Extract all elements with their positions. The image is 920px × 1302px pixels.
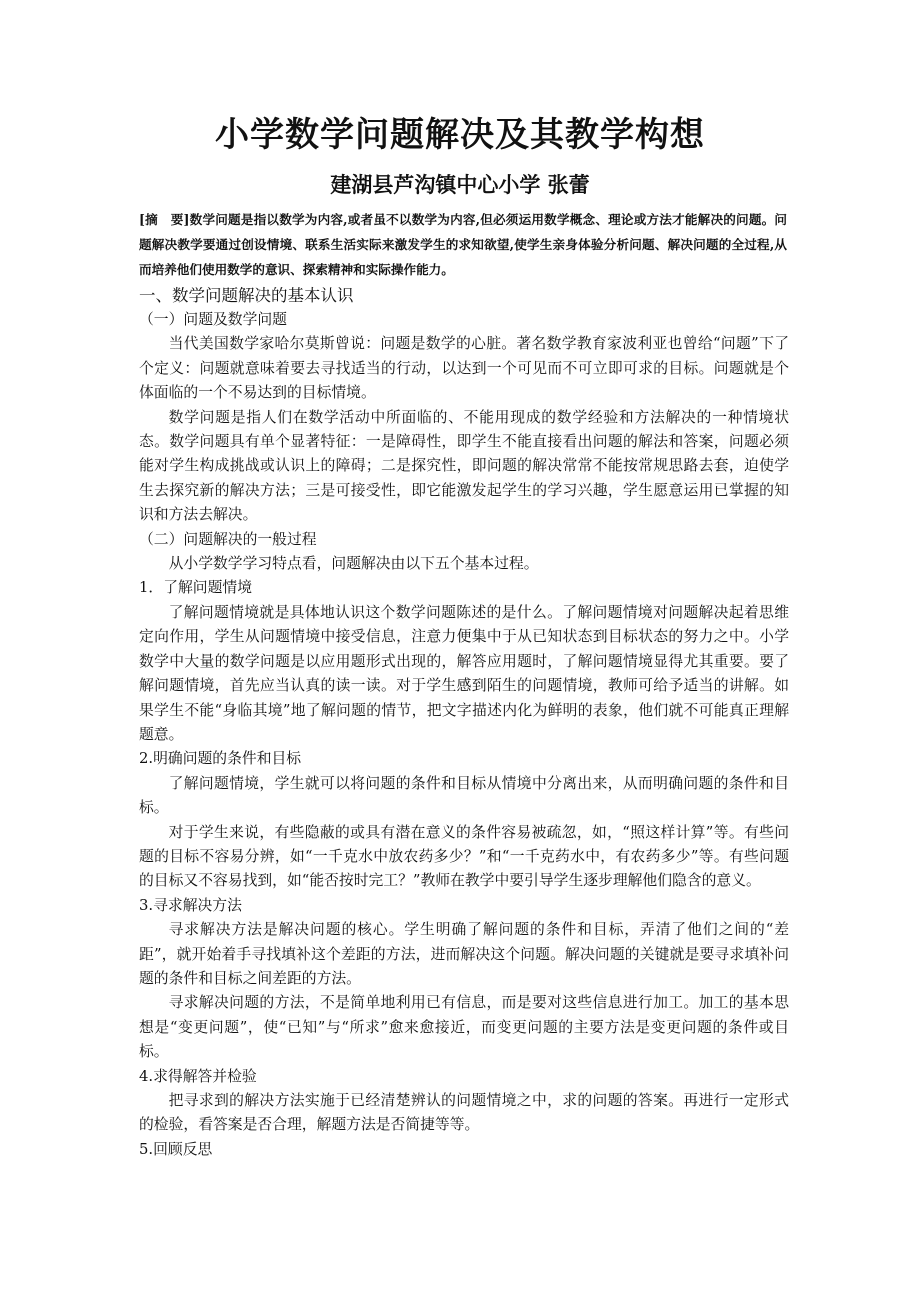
abstract-paragraph: [摘 要]数学问题是指以数学为内容,或者虽不以数学为内容,但必须运用数学概念、理论或方法才能解决的问题。问题解决教学要通过创设情境、联系生活实际来激发学生的求知欲望,使学生亲身体验分析问题、解决问题的全过程,从而培养他们使用数学的意识、探索精神和实际操作能力。 xyxy=(139,212,787,277)
body-paragraph: 把寻求到的解决方法实施于已经清楚辨认的问题情境之中，求的问题的答案。再进行一定形式的检验，看答案是否合理，解题方法是否简捷等等。 xyxy=(139,1092,789,1134)
body-paragraph: 了解问题情境，学生就可以将问题的条件和目标从情境中分离出来，从而明确问题的条件和目标。 xyxy=(139,774,789,817)
subsection-heading: （二）问题解决的一般过程 xyxy=(139,530,317,548)
step-heading: 1．了解问题情境 xyxy=(139,579,252,597)
step-heading: 3.寻求解决方法 xyxy=(139,896,242,914)
document-body xyxy=(139,284,789,1162)
body-paragraph: 了解问题情境就是具体地认识这个数学问题陈述的是什么。了解问题情境对问题解决起着思维定向作用，学生从问题情境中接受信息，注意力便集中于从已知状态到目标状态的努力之中。小学数学中大量的数学问题是以应用题形式出现的，解答应用题时，了解问题情境显得尤其重要。要了解问题情境，首先应当认真的读一读。对于学生感到陌生的问题情境，教师可给予适当的讲解。如果学生不能“身临其境”地了解问题的情节，把文字描述内化为鲜明的表象，他们就不可能真正理解题意。 xyxy=(139,603,789,743)
body-paragraph: 对于学生来说，有些隐蔽的或具有潜在意义的条件容易被疏忽，如，“照这样计算”等。有些问题的目标不容易分辨，如“一千克水中放农药多少？”和“一千克药水中，有农药多少”等。有些问题的目标又不容易找到，如“能否按时完工？”教师在教学中要引导学生逐步理解他们隐含的意义。 xyxy=(139,823,789,890)
step-heading: 2.明确问题的条件和目标 xyxy=(139,750,302,768)
subsection-heading: （一）问题及数学问题 xyxy=(139,311,287,328)
body-paragraph: 数学问题是指人们在数学活动中所面临的、不能用现成的数学经验和方法解决的一种情境状态。数学问题具有单个显著特征：一是障碍性，即学生不能直接看出问题的解法和答案，问题必须能对学生构成挑战或认识上的障碍；二是探究性，即问题的解决常常不能按常规思路去套，迫使学生去探究新的解决方法；三是可接受性，即它能激发起学生的学习兴趣，学生愿意运用已掌握的知识和方法去解决。 xyxy=(139,408,789,524)
document-author: 建湖县芦沟镇中心小学 张蕾 xyxy=(330,172,590,197)
step-heading: 4.求得解答并检验 xyxy=(139,1067,257,1085)
body-paragraph: 寻求解决问题的方法，不是简单地利用已有信息，而是要对这些信息进行加工。加工的基本思想是“变更问题”，使“已知”与“所求”愈来愈接近，而变更问题的主要方法是变更问题的条件或目标。 xyxy=(139,994,789,1061)
body-paragraph: 当代美国数学家哈尔莫斯曾说：问题是数学的心脏。著名数学教育家波利亚也曾给“问题”下了个定义：问题就意味着要去寻找适当的行动，以达到一个可见而不可立即可求的目标。问题就是个体面临的一个不易达到的目标情境。 xyxy=(139,335,789,402)
body-paragraph: 从小学数学学习特点看，问题解决由以下五个基本过程。 xyxy=(168,555,539,573)
document-title: 小学数学问题解决及其教学构想 xyxy=(215,115,705,155)
body-paragraph: 寻求解决方法是解决问题的核心。学生明确了解问题的条件和目标，弄清了他们之间的“差距”，就开始着手寻找填补这个差距的方法，进而解决这个问题。解决问题的关键就是要寻求填补问题的条件和目标之间差距的方法。 xyxy=(139,921,789,987)
step-heading: 5.回顾反思 xyxy=(139,1140,213,1158)
section-heading: 一、数学问题解决的基本认识 xyxy=(139,286,354,305)
